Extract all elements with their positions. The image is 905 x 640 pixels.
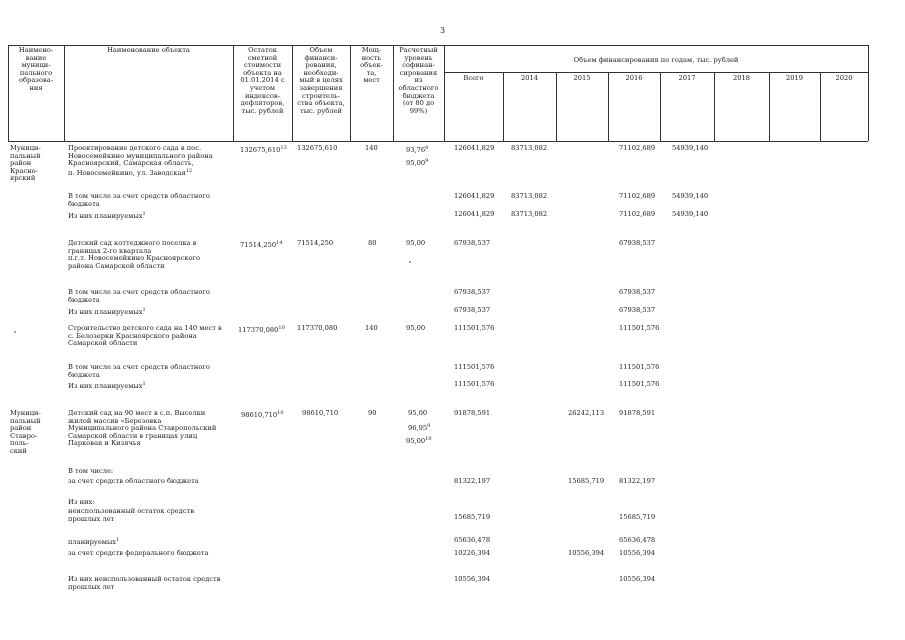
total-value: 111501,576 [454, 363, 495, 371]
of-them-label: Из них: [68, 498, 95, 506]
value-2016: 71102,689 [619, 192, 656, 200]
including-label: В том числе: [68, 467, 114, 475]
capacity-value: 140 [365, 144, 378, 152]
total-value: 111501,576 [454, 324, 495, 332]
object-name: Детский сад коттеджного поселка в границах 2-го квартала п.г.т. Новосемейкино Красноярского района Самарской области [68, 239, 201, 270]
regional-budget-label: В том числе за счет средств областного бюджета [68, 288, 210, 304]
total-value: 111501,576 [454, 380, 495, 388]
value-2016: 71102,689 [619, 210, 656, 218]
col-divider [868, 45, 869, 141]
header-year-2014: 2014 [520, 74, 539, 82]
value-2016: 67938,537 [619, 306, 656, 314]
year-header-separator [444, 72, 868, 73]
capacity-value: 140 [365, 324, 378, 332]
cofinancing-level-value: 96,95$^9$ [408, 423, 431, 433]
header-year-2020: 2020 [835, 74, 853, 82]
financing-volume-value: 98610,710 [302, 409, 339, 417]
value-2014: 83713,082 [511, 192, 548, 200]
value-2016: 65636,478 [619, 536, 656, 544]
regional-budget-label: В том числе за счет средств областного бюджета [68, 192, 210, 208]
value-2016: 111501,576 [619, 380, 660, 388]
total-value: 126041,829 [454, 192, 495, 200]
planned-label: планируемых$^1$ [68, 537, 120, 547]
total-value: 65636,478 [454, 536, 491, 544]
municipality-stavropolsky: Муници- пальный район Ставро- поль- ский [10, 409, 41, 455]
total-value: 126041,829 [454, 144, 495, 152]
value-2017: 54939,140 [672, 144, 709, 152]
cofinancing-level-value: 95,00 [408, 409, 428, 417]
total-value: 67938,537 [454, 239, 491, 247]
value-2017: 54939,140 [672, 192, 709, 200]
object-name: Строительство детского сада на 140 мест в с. Белозерки Красноярского района Самарской области [68, 324, 222, 348]
total-value: 10226,394 [454, 549, 491, 557]
total-value: 81322,197 [454, 477, 491, 485]
value-2016: 10556,394 [619, 549, 656, 557]
header-capacity: Мощ- ность объек- та, мест [360, 46, 383, 85]
cofinancing-level-value: 93,76$^8$ [406, 145, 429, 155]
federal-budget-label: за счет средств федерального бюджета [68, 549, 209, 557]
total-value: 67938,537 [454, 288, 491, 296]
value-2016: 91878,591 [619, 409, 656, 417]
total-value: 10556,394 [454, 575, 491, 583]
header-total: Всего [463, 74, 484, 82]
unused-balance-label: неиспользованный остаток средств прошлых лет [68, 507, 195, 523]
header-year-2015: 2015 [573, 74, 591, 82]
value-2016: 111501,576 [619, 324, 660, 332]
value-2016: 10556,394 [619, 575, 656, 583]
value-2016: 67938,537 [619, 239, 656, 247]
page-number: 3 [440, 26, 446, 35]
financing-volume-value: 117370,080 [297, 324, 338, 332]
remaining-cost-value: 98610,710$^{10}$ [241, 410, 284, 420]
municipality-krasnoyarsky: Муници- пальный район Красно- ярский [10, 144, 41, 183]
header-year-2018: 2018 [732, 74, 751, 82]
planned-label: Из них планируемых$^1$ [68, 307, 146, 317]
financing-volume-value: 71514,250 [297, 239, 334, 247]
regional-budget-label: за счет средств областного бюджета [68, 477, 199, 485]
value-2015: 10556,394 [568, 549, 605, 557]
header-year-2017: 2017 [678, 74, 696, 82]
federal-unused-label: Из них неиспользованный остаток средств прошлых лет [68, 575, 221, 591]
value-2016: 111501,576 [619, 363, 660, 371]
header-year-2016: 2016 [625, 74, 643, 82]
header-cofinancing-level: Расчетный уровень софинан- сирования из областного бюджета (от 80 до 99%) [398, 46, 439, 115]
value-2016: 71102,689 [619, 144, 656, 152]
planned-label: Из них планируемых$^1$ [68, 211, 146, 221]
value-2016: 81322,197 [619, 477, 656, 485]
capacity-value: 80 [368, 239, 377, 247]
header-object-name: Наименование объекта [107, 46, 190, 54]
planned-label: Из них планируемых$^1$ [68, 381, 146, 391]
scan-speck [409, 261, 411, 263]
cofinancing-level-value: 95,00 [406, 239, 426, 247]
regional-budget-label: В том числе за счет средств областного бюджета [68, 363, 210, 379]
capacity-value: 90 [368, 409, 377, 417]
header-municipality: Наимено- вание муници- пального образова- ния [18, 46, 54, 92]
remaining-cost-value: 117370,080$^{10}$ [238, 325, 285, 335]
total-value: 15685,719 [454, 513, 491, 521]
value-2015: 15685,719 [568, 477, 605, 485]
value-2016: 15685,719 [619, 513, 656, 521]
header-financing-volume: Объем финанси- рования, необходи- мый в целях завершения строитель- ства объекта, тыс. рублей [297, 46, 345, 115]
object-name: Проектирование детского сада в пос. Новосемейкино муниципального района Красноярский, Самарская область, п. Новосемейкино, ул. Заводская$^{12}$ [68, 144, 213, 178]
remaining-cost-value: 132675,610$^{13}$ [240, 145, 287, 155]
header-bottom-border [8, 141, 868, 142]
cofinancing-level-value: 95,00 [406, 324, 426, 332]
value-2016: 67938,537 [619, 288, 656, 296]
total-value: 91878,591 [454, 409, 491, 417]
header-year-2019: 2019 [785, 74, 804, 82]
financing-volume-value: 132675,610 [297, 144, 338, 152]
total-value: 126041,829 [454, 210, 495, 218]
header-years-group: Объем финансирования по годам, тыс. рублей [573, 56, 739, 64]
object-name: Детский сад на 90 мест в с.п. Выселки жилой массив «Березовка Муниципального района Ставропольский Самарской области в границах улиц Парковая и Кизячья [68, 409, 217, 448]
cofinancing-level-value: 95,00$^{10}$ [406, 436, 432, 446]
header-remaining-cost: Остаток сметной стоимости объекта на 01.01.2014 с учетом индексов- дефляторов, тыс. рублей [240, 46, 285, 115]
remaining-cost-value: 71514,250$^{14}$ [240, 240, 283, 250]
value-2017: 54939,140 [672, 210, 709, 218]
scan-speck [14, 331, 16, 333]
value-2014: 83713,082 [511, 210, 548, 218]
value-2015: 26242,113 [568, 409, 605, 417]
col-divider [64, 45, 65, 141]
cofinancing-level-value: 95,00$^9$ [406, 158, 429, 168]
value-2014: 83713,082 [511, 144, 548, 152]
total-value: 67938,537 [454, 306, 491, 314]
